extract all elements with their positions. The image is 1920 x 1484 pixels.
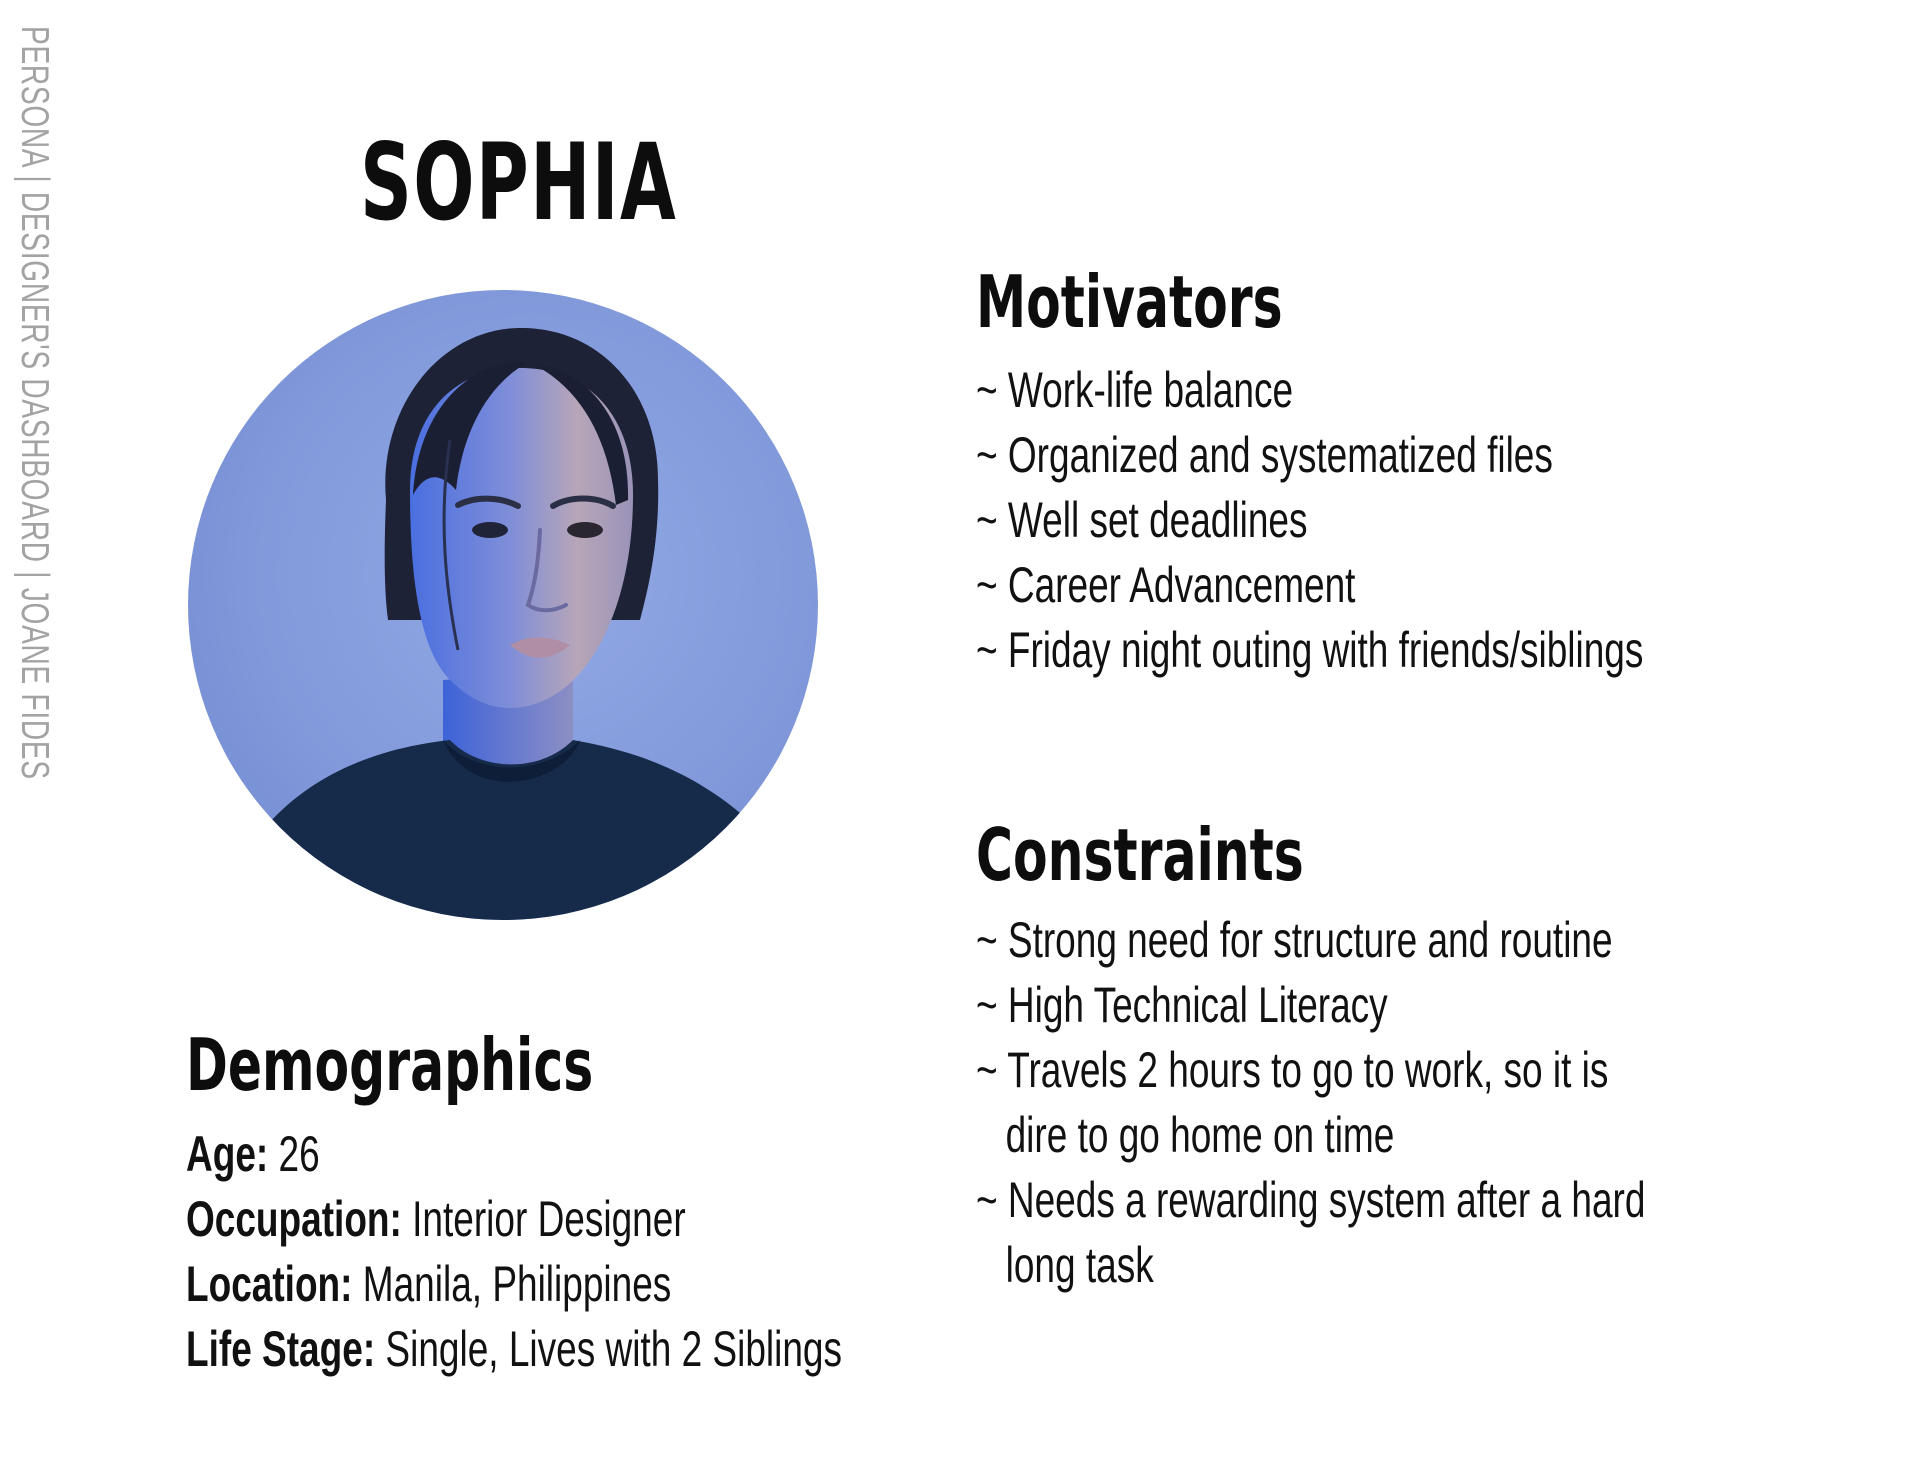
demographic-value: Manila, Philippines xyxy=(362,1256,672,1312)
constraints-list xyxy=(976,908,1876,1298)
constraint-text: ~ Needs a rewarding system after a hard xyxy=(976,1172,1646,1228)
persona-name-text: SOPHIA xyxy=(360,121,678,244)
demographic-row-life-stage xyxy=(186,1317,1073,1382)
demographic-label: Occupation: xyxy=(186,1191,402,1247)
list-item xyxy=(976,618,1876,683)
motivator-text: ~ Friday night outing with friends/siblings xyxy=(976,622,1644,678)
motivators-list xyxy=(976,358,1876,683)
demographic-row-occupation xyxy=(186,1187,1073,1252)
list-item xyxy=(976,553,1876,618)
constraint-text: ~ High Technical Literacy xyxy=(976,977,1388,1033)
demographics-heading-text: Demographics xyxy=(186,1023,594,1107)
demographics-heading xyxy=(186,1025,686,1105)
demographic-label: Age: xyxy=(186,1126,269,1182)
demographic-row-age xyxy=(186,1122,1073,1187)
demographic-row-location xyxy=(186,1252,1073,1317)
list-item-continuation xyxy=(976,1103,1876,1168)
demographic-label: Location: xyxy=(186,1256,353,1312)
persona-name xyxy=(360,121,760,244)
motivator-text: ~ Organized and systematized files xyxy=(976,427,1553,483)
list-item xyxy=(976,908,1876,973)
constraint-text: ~ Strong need for structure and routine xyxy=(976,912,1613,968)
list-item xyxy=(976,1168,1876,1233)
constraints-heading xyxy=(976,815,1476,895)
list-item-continuation xyxy=(976,1233,1876,1298)
demographic-value: Single, Lives with 2 Siblings xyxy=(385,1321,843,1377)
side-label-text: PERSONA | DESIGNER'S DASHBOARD | JOANE FIDES xyxy=(13,26,56,780)
avatar-portrait-icon xyxy=(188,290,818,920)
demographic-value: 26 xyxy=(278,1126,320,1182)
list-item xyxy=(976,488,1876,553)
demographic-value: Interior Designer xyxy=(412,1191,686,1247)
constraints-heading-text: Constraints xyxy=(976,813,1304,897)
motivators-heading xyxy=(976,262,1476,342)
demographics-list xyxy=(186,1122,1073,1382)
motivator-text: ~ Career Advancement xyxy=(976,557,1356,613)
avatar xyxy=(188,290,818,920)
list-item xyxy=(976,973,1876,1038)
motivator-text: ~ Well set deadlines xyxy=(976,492,1308,548)
motivator-text: ~ Work-life balance xyxy=(976,362,1294,418)
demographic-label: Life Stage: xyxy=(186,1321,376,1377)
list-item xyxy=(976,423,1876,488)
constraint-continuation-text: dire to go home on time xyxy=(1005,1107,1395,1163)
constraint-continuation-text: long task xyxy=(1005,1237,1154,1293)
constraint-text: ~ Travels 2 hours to go to work, so it is xyxy=(976,1042,1609,1098)
list-item xyxy=(976,358,1876,423)
side-label xyxy=(12,26,72,786)
list-item xyxy=(976,1038,1876,1103)
motivators-heading-text: Motivators xyxy=(976,260,1283,344)
